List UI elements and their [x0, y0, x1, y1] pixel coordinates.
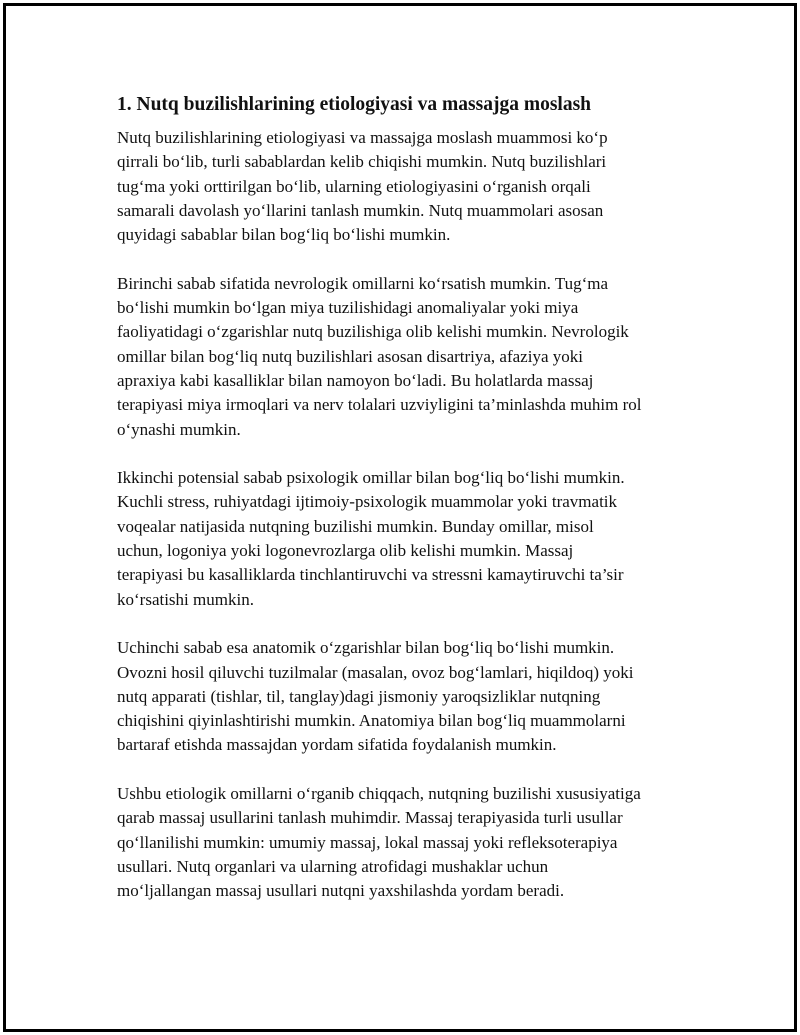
text-line: Ushbu etiologik omillarni o‘rganib chiqqach, nutqning buzilishi xususiyatiga: [117, 784, 641, 804]
text-line: apraxiya kabi kasalliklar bilan namoyon bo‘ladi. Bu holatlarda massaj: [117, 370, 594, 390]
text-line: tug‘ma yoki orttirilgan bo‘lib, ularning etiologiyasini o‘rganish orqali: [117, 176, 591, 196]
paragraph-conclusion: [117, 782, 692, 903]
text-line: chiqishini qiyinlashtirishi mumkin. Anatomiya bilan bog‘liq muammolarni: [117, 711, 626, 731]
text-line: uchun, logoniya yoki logonevrozlarga olib kelishi mumkin. Massaj: [117, 541, 574, 561]
text-line: Uchinchi sabab esa anatomik o‘zgarishlar bilan bog‘liq bo‘lishi mumkin.: [117, 638, 615, 658]
text-line: Ikkinchi potensial sabab psixologik omillar bilan bog‘liq bo‘lishi mumkin.: [117, 468, 625, 488]
text-line: Kuchli stress, ruhiyatdagi ijtimoiy-psixologik muammolar yoki travmatik: [117, 492, 618, 512]
paragraph-psychological: [117, 466, 692, 612]
text-line: Birinchi sabab sifatida nevrologik omillarni ko‘rsatish mumkin. Tug‘ma: [117, 273, 609, 293]
text-line: terapiyasi miya irmoqlari va nerv tolalari uzviyligini ta’minlashda muhim rol: [117, 395, 642, 415]
paragraph-anatomical: [117, 636, 692, 757]
text-line: terapiyasi bu kasalliklarda tinchlantiruvchi va stressni kamaytiruvchi ta’sir: [117, 565, 624, 585]
text-line: omillar bilan bog‘liq nutq buzilishlari asosan disartriya, afaziya yoki: [117, 346, 583, 366]
text-line: qirrali bo‘lib, turli sabablardan kelib chiqishi mumkin. Nutq buzilishlari: [117, 152, 607, 172]
text-line: samarali davolash yo‘llarini tanlash mumkin. Nutq muammolari asosan: [117, 200, 604, 220]
text-line: usullari. Nutq organlari va ularning atrofidagi mushaklar uchun: [117, 856, 549, 876]
text-line: nutq apparati (tishlar, til, tanglay)dagi jismoniy yaroqsizliklar nutqning: [117, 686, 601, 706]
text-line: o‘ynashi mumkin.: [117, 419, 241, 439]
text-line: ko‘rsatishi mumkin.: [117, 589, 254, 609]
section-heading: 1. Nutq buzilishlarining etiologiyasi va massajga moslash: [117, 94, 592, 115]
document-body: [117, 92, 692, 928]
text-line: Nutq buzilishlarining etiologiyasi va massajga moslash muammosi ko‘p: [117, 128, 608, 147]
text-line: Ovozni hosil qiluvchi tuzilmalar (masalan, ovoz bog‘lamlari, hiqildoq) yoki: [117, 662, 634, 682]
text-line: mo‘ljallangan massaj usullari nutqni yaxshilashda yordam beradi.: [117, 881, 565, 901]
text-line: quyidagi sabablar bilan bog‘liq bo‘lishi mumkin.: [117, 225, 451, 245]
text-line: faoliyatidagi o‘zgarishlar nutq buzilishiga olib kelishi mumkin. Nevrologik: [117, 322, 629, 342]
paragraph-intro: [117, 126, 692, 247]
text-line: voqealar natijasida nutqning buzilishi mumkin. Bunday omillar, misol: [117, 516, 594, 536]
text-line: bartaraf etishda massajdan yordam sifatida foydalanish mumkin.: [117, 735, 557, 755]
text-line: qo‘llanilishi mumkin: umumiy massaj, lokal massaj yoki refleksoterapiya: [117, 832, 618, 852]
paragraph-neurological: [117, 272, 692, 442]
text-line: qarab massaj usullarini tanlash muhimdir. Massaj terapiyasida turli usullar: [117, 808, 623, 828]
text-line: bo‘lishi mumkin bo‘lgan miya tuzilishidagi anomaliyalar yoki miya: [117, 298, 579, 318]
